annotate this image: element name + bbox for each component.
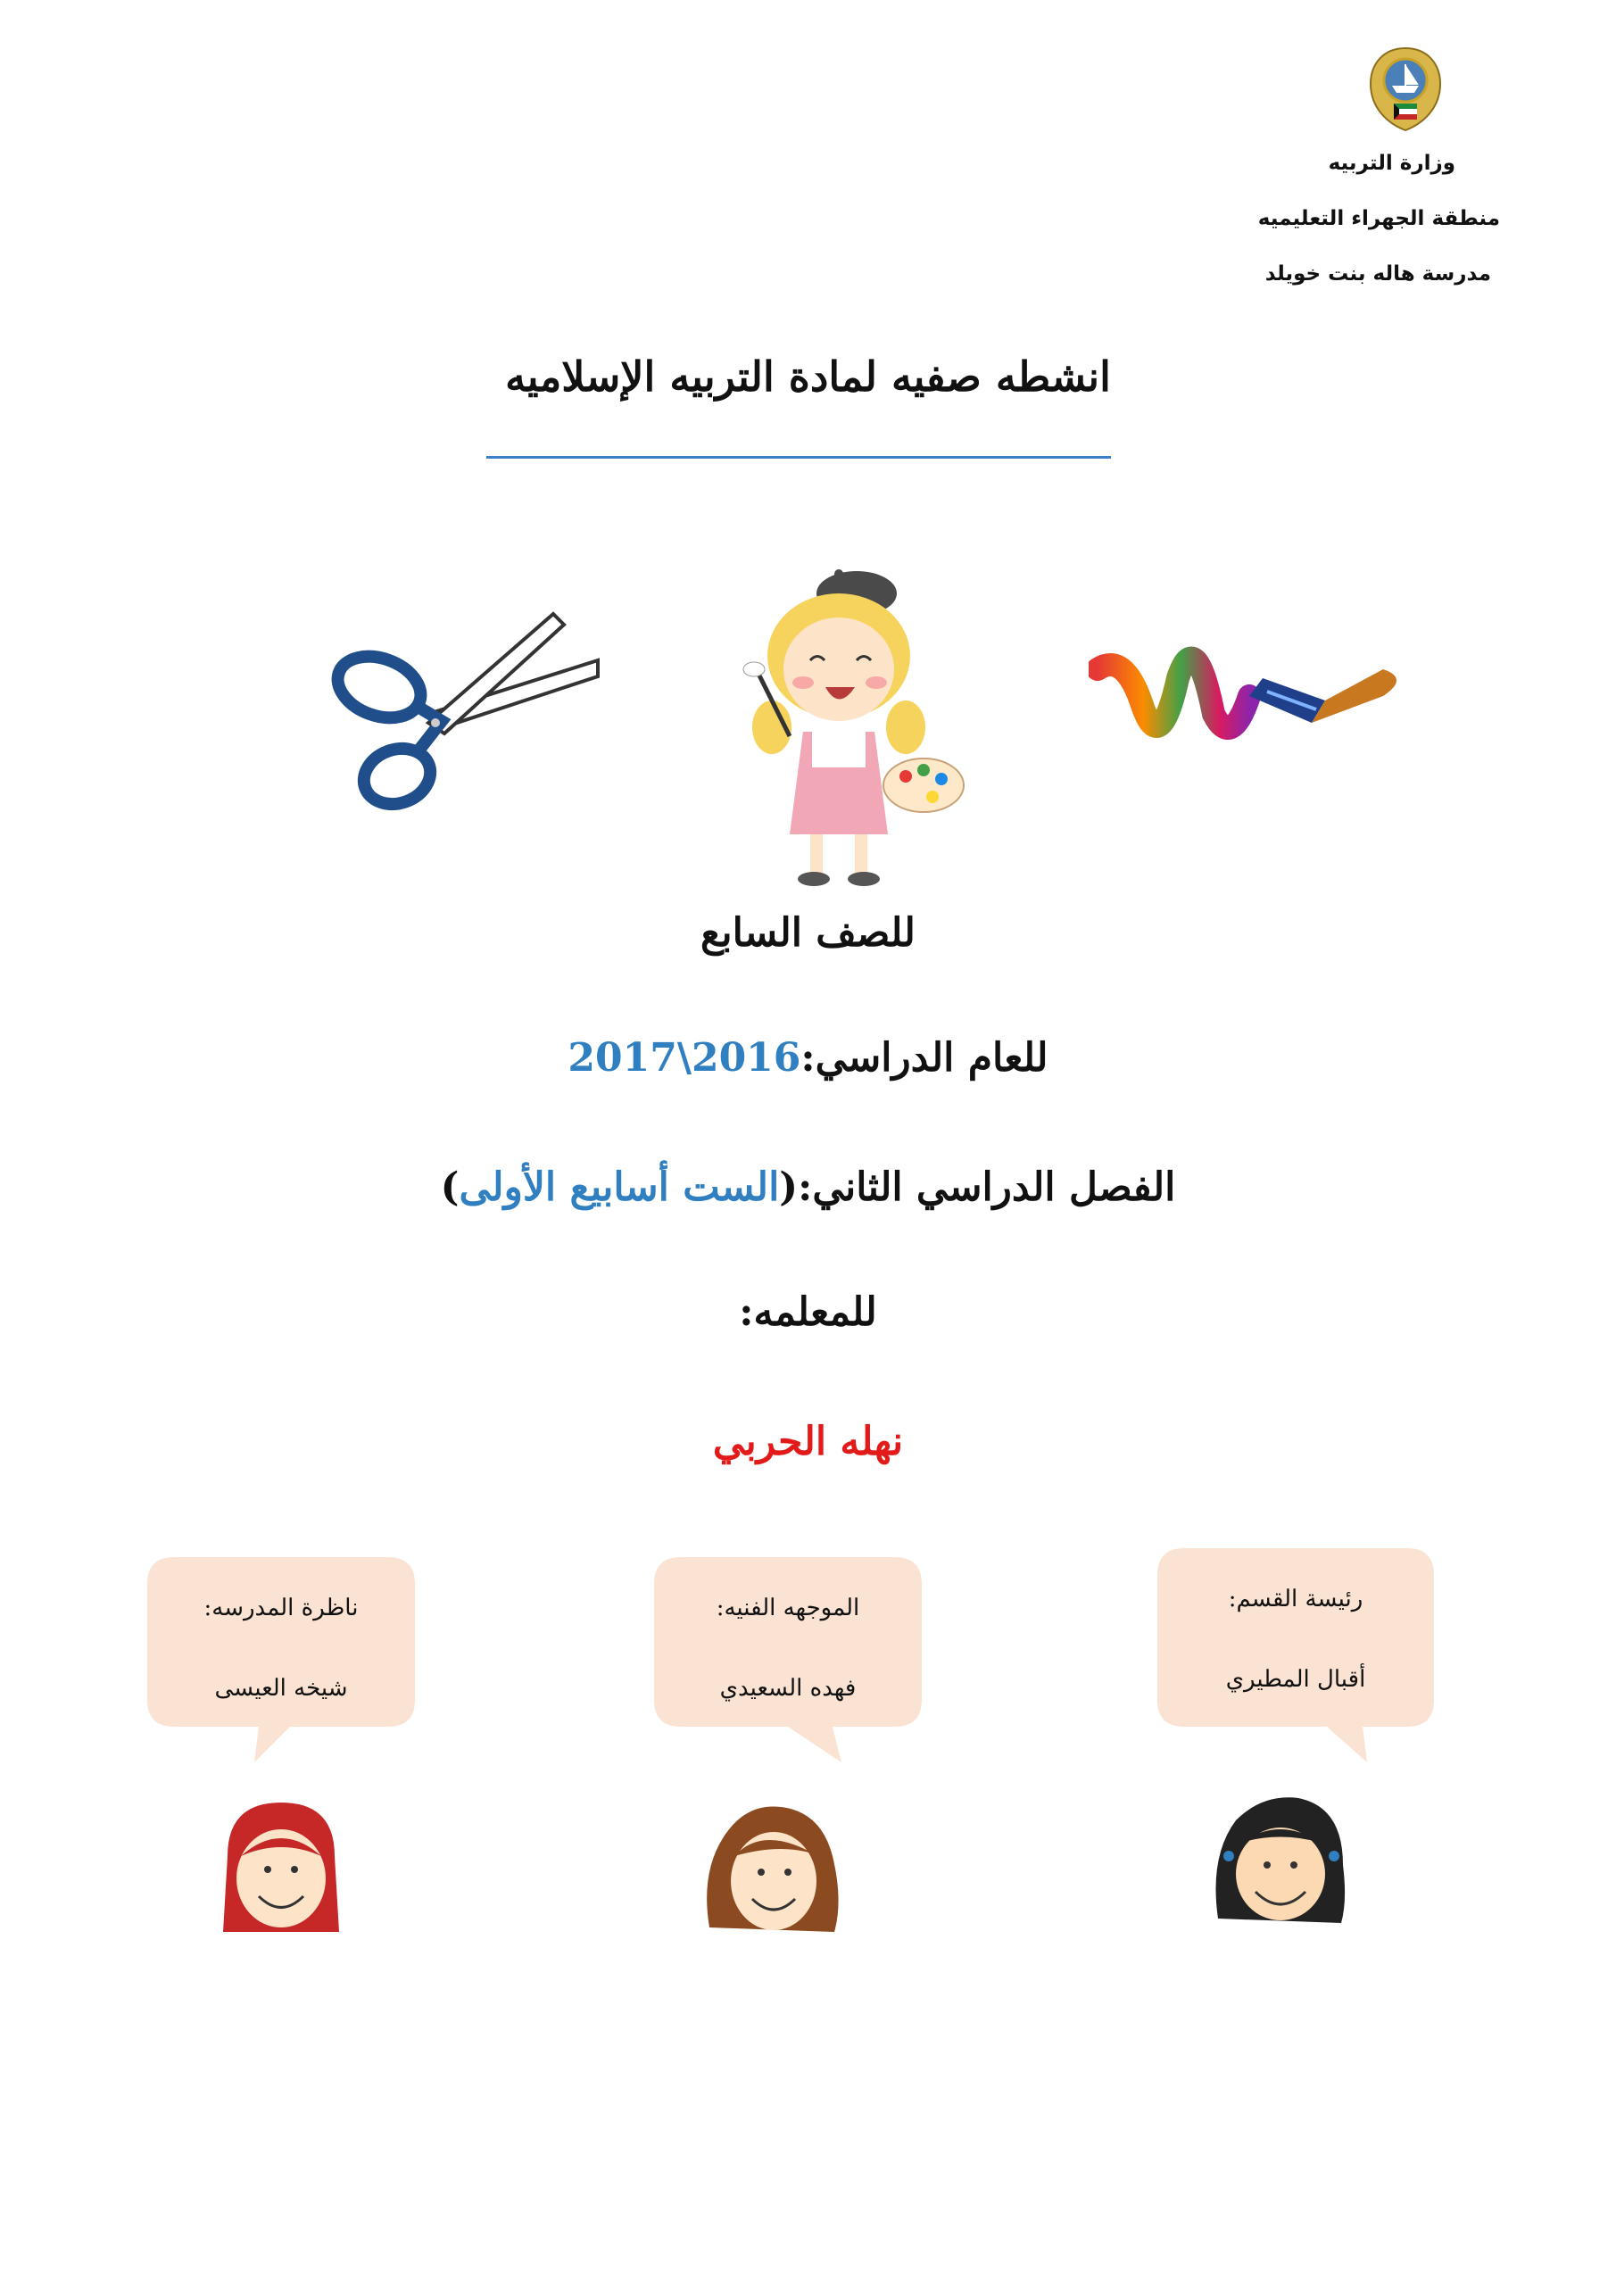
teacher-name: نهله الحربي: [712, 1419, 904, 1464]
kuwait-emblem-icon: [1365, 45, 1446, 134]
department-head-bubble: [1157, 1548, 1425, 1727]
school-name: مدرسة هاله بنت خويلد: [1264, 262, 1491, 286]
academic-year-line: [0, 1035, 1616, 1081]
supervisor-role: الموجهه الفنيه:: [716, 1595, 860, 1621]
speech-bubble-icon: [1157, 1548, 1434, 1762]
department-head-name: أقبال المطيري: [1225, 1666, 1366, 1693]
semester-value: الست أسابيع الأولى: [459, 1165, 780, 1210]
principal-name: شيخه العيسى: [214, 1675, 348, 1702]
region-name: منطقة الجهراء التعليميه: [1257, 207, 1500, 230]
paintbrush-icon: [1089, 571, 1410, 803]
red-hair-face-icon: [210, 1803, 352, 1936]
academic-year-label: للعام الدراسي:: [800, 1035, 1048, 1081]
page-title: انشطه صفيه لمادة التربيه الإسلاميه: [505, 352, 1111, 401]
academic-year-value: 2016\2017: [568, 1035, 801, 1081]
brown-hair-face-icon: [700, 1803, 843, 1936]
semester-line: [0, 1165, 1616, 1210]
department-head-role: رئيسة القسم:: [1228, 1586, 1363, 1612]
painter-girl-illustration: [705, 558, 973, 897]
teacher-label: للمعلمه:: [739, 1289, 877, 1335]
supervisor-name: فهده السعيدي: [719, 1675, 857, 1702]
principal-bubble: [147, 1557, 415, 1736]
grade-line: للصف السابع: [700, 910, 916, 956]
speech-bubble-icon: [147, 1557, 415, 1762]
principal-role: ناظرة المدرسه:: [203, 1595, 359, 1621]
speech-bubble-icon: [654, 1557, 922, 1762]
black-hair-face-icon: [1209, 1794, 1352, 1927]
ministry-name: وزارة التربيه: [1328, 152, 1455, 175]
title-underline: [486, 456, 1111, 459]
scissors-icon: [330, 607, 607, 821]
semester-label: الفصل الدراسي الثاني:(: [779, 1165, 1176, 1210]
semester-close: ): [440, 1165, 460, 1210]
supervisor-bubble: [654, 1557, 922, 1736]
